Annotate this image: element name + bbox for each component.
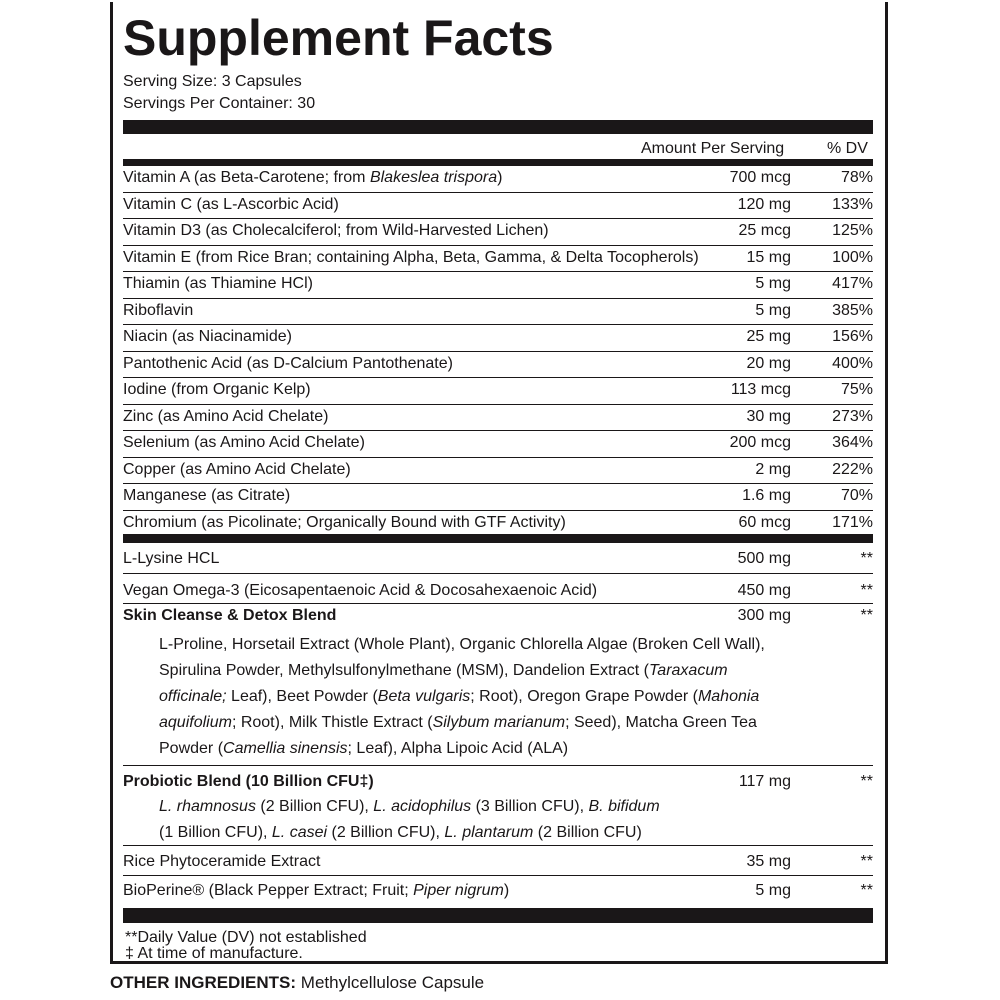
nutrient-name: BioPerine® (Black Pepper Extract; Fruit; Piper nigrum) (123, 882, 510, 899)
nutrient-name: L-Lysine HCL (123, 550, 220, 567)
table-row (123, 219, 873, 246)
nutrient-dv: 75% (840, 381, 873, 398)
blend-amount: 117 mg (738, 773, 791, 790)
table-row (123, 378, 873, 405)
medium-divider (123, 159, 873, 166)
medium-divider (123, 534, 873, 543)
nutrient-amount: 450 mg (737, 582, 791, 599)
nutrient-dv: 156% (832, 328, 873, 345)
blend-row-skin-cleanse (123, 604, 873, 766)
nutrient-name: Rice Phytoceramide Extract (123, 853, 321, 870)
nutrient-dv: 70% (840, 487, 873, 504)
nutrient-name: Thiamin (as Thiamine HCl) (123, 275, 313, 292)
nutrient-name: Chromium (as Picolinate; Organically Bound with GTF Activity) (123, 513, 566, 531)
nutrient-dv: ** (860, 582, 873, 599)
nutrient-amount: 25 mg (746, 328, 791, 345)
nutrient-amount: 30 mg (746, 407, 791, 425)
nutrient-name: Zinc (as Amino Acid Chelate) (123, 407, 329, 425)
table-row (123, 325, 873, 352)
nutrient-dv: 171% (832, 513, 873, 531)
blend-ingredients: L. rhamnosus (2 Billion CFU), L. acidophilus (3 Billion CFU), B. bifidum (1 Billion CFU), L. casei (2 Billion CFU), L. plantarum (2 Billion CFU) (159, 798, 660, 841)
blend-row-probiotic (123, 768, 873, 846)
nutrient-dv: 100% (832, 248, 873, 266)
thick-divider (123, 120, 873, 134)
nutrient-amount: 35 mg (746, 853, 791, 870)
blend-name: Skin Cleanse & Detox Blend (123, 607, 337, 624)
nutrient-dv: ** (860, 882, 873, 899)
nutrient-dv: 273% (832, 407, 873, 425)
nutrient-name: Vitamin A (as Beta-Carotene; from Blakeslea trispora) (123, 169, 503, 186)
nutrient-dv: 222% (832, 460, 873, 478)
nutrient-amount: 700 mcg (729, 169, 791, 186)
table-row (123, 576, 873, 604)
panel-title: Supplement Facts (123, 10, 554, 66)
other-ingredients-label: OTHER INGREDIENTS: (110, 973, 297, 992)
table-row (123, 484, 873, 511)
nutrient-name: Vitamin E (from Rice Bran; containing Alpha, Beta, Gamma, & Delta Tocopherols) (123, 248, 699, 266)
nutrient-amount: 20 mg (746, 354, 791, 372)
nutrient-name: Niacin (as Niacinamide) (123, 328, 292, 345)
nutrient-amount: 200 mcg (729, 434, 791, 451)
table-row (123, 272, 873, 299)
table-row (123, 546, 873, 574)
other-ingredients-value: Methylcellulose Capsule (296, 973, 485, 992)
table-row (123, 299, 873, 326)
nutrient-dv: 417% (832, 275, 873, 292)
table-row (123, 848, 873, 876)
nutrient-amount: 500 mg (737, 550, 791, 567)
nutrient-name: Manganese (as Citrate) (123, 487, 291, 504)
footnote-dv: **Daily Value (DV) not established (125, 929, 367, 946)
table-row (123, 431, 873, 458)
nutrient-dv: ** (860, 550, 873, 567)
table-row (123, 193, 873, 220)
serving-size: Serving Size: 3 Capsules (123, 73, 302, 90)
table-row (123, 166, 873, 193)
blend-ingredients: L-Proline, Horsetail Extract (Whole Plant), Organic Chlorella Algae (Broken Cell Wall), Spirulina Powder, Methylsulfonylmethane (MSM), Dandelion Extract (Taraxacum officinale; Leaf), Beet Powder (Beta vulgaris; Root), Oregon Grape Powder (Mahonia aquifolium; Root), Milk Thistle Extract (Silybum marianum; Seed), Matcha Green Tea Powder (Camellia sinensis; Leaf), Alpha Lipoic Acid (ALA) (159, 636, 765, 757)
servings-per-container: Servings Per Container: 30 (123, 95, 316, 112)
nutrient-amount: 5 mg (755, 275, 791, 292)
table-row (123, 352, 873, 379)
nutrient-dv: 385% (832, 301, 873, 319)
dv-header: % DV (827, 140, 868, 157)
nutrient-amount: 5 mg (755, 882, 791, 899)
nutrient-name: Vegan Omega-3 (Eicosapentaenoic Acid & Docosahexaenoic Acid) (123, 582, 598, 599)
nutrient-amount: 15 mg (746, 248, 791, 266)
footnote-manufacture: ‡ At time of manufacture. (125, 945, 303, 962)
other-ingredients (110, 972, 484, 994)
nutrient-amount: 113 mcg (730, 381, 791, 398)
table-row (123, 876, 873, 906)
amount-header: Amount Per Serving (641, 140, 785, 157)
blend-amount: 300 mg (737, 607, 791, 624)
nutrient-name: Selenium (as Amino Acid Chelate) (123, 434, 365, 451)
nutrient-dv: ** (860, 853, 873, 870)
nutrient-dv: 78% (840, 169, 873, 186)
nutrient-name: Vitamin C (as L-Ascorbic Acid) (123, 195, 339, 213)
nutrient-dv: 133% (832, 195, 873, 213)
nutrient-amount: 25 mcg (738, 222, 791, 239)
table-row (123, 405, 873, 432)
table-row (123, 246, 873, 273)
nutrient-amount: 2 mg (755, 460, 791, 478)
nutrient-amount: 1.6 mg (742, 487, 791, 504)
nutrient-amount: 120 mg (737, 195, 791, 213)
blend-name: Probiotic Blend (10 Billion CFU‡) (123, 773, 374, 790)
nutrient-dv: 125% (832, 222, 873, 239)
nutrient-dv: 400% (832, 354, 873, 372)
nutrient-dv: 364% (832, 434, 873, 451)
blend-dv: ** (860, 607, 873, 624)
nutrient-name: Riboflavin (123, 301, 194, 319)
supplement-facts-panel (110, 2, 888, 964)
table-row (123, 458, 873, 485)
blend-dv: ** (860, 773, 873, 790)
nutrient-amount: 60 mcg (738, 513, 791, 531)
nutrient-name: Pantothenic Acid (as D-Calcium Pantothenate) (123, 354, 453, 372)
nutrient-name: Copper (as Amino Acid Chelate) (123, 460, 351, 478)
nutrient-amount: 5 mg (755, 301, 791, 319)
nutrient-name: Iodine (from Organic Kelp) (123, 381, 311, 398)
nutrient-name: Vitamin D3 (as Cholecalciferol; from Wild-Harvested Lichen) (123, 222, 549, 239)
thick-divider (123, 908, 873, 923)
